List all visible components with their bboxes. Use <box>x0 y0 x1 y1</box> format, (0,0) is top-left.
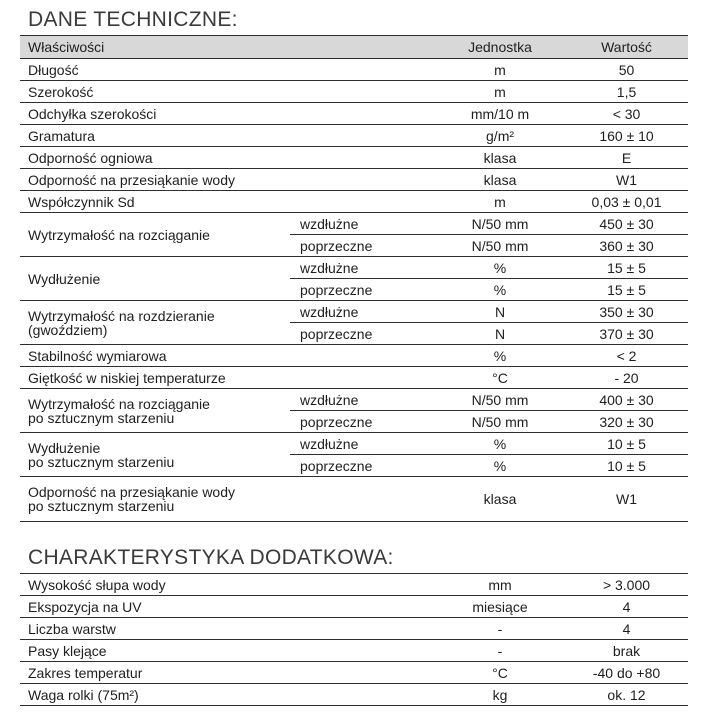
row-unit: N/50 mm <box>435 213 565 235</box>
row-value: 400 ± 30 <box>565 389 688 411</box>
table-row <box>20 147 688 169</box>
row-property-line: Wydłużenie <box>28 439 101 456</box>
row-property: Ekspozycja na UV <box>20 596 435 618</box>
row-unit: N/50 mm <box>435 411 565 433</box>
table-row <box>20 213 688 235</box>
row-property: Odporność ogniowa <box>20 147 435 169</box>
table-row <box>20 301 688 323</box>
table-row <box>20 640 688 662</box>
table-row <box>20 367 688 389</box>
row-value: 50 <box>565 59 688 81</box>
row-property-line: Odporność na przesiąkanie wody <box>28 484 236 500</box>
row-property-line: po sztucznym starzeniu <box>28 409 175 426</box>
row-value: > 3.000 <box>565 574 688 596</box>
table-row <box>20 477 688 522</box>
row-value: ok. 12 <box>565 684 688 706</box>
table-row <box>20 59 688 81</box>
row-value: 10 ± 5 <box>565 455 688 477</box>
row-value: 320 ± 30 <box>565 411 688 433</box>
row-unit: mm <box>435 574 565 596</box>
row-value: 160 ± 10 <box>565 125 688 147</box>
row-property <box>20 433 290 477</box>
row-unit: m <box>435 191 565 213</box>
row-unit: miesiące <box>435 596 565 618</box>
row-property: Stabilność wymiarowa <box>20 345 435 367</box>
row-unit: °C <box>435 367 565 389</box>
row-direction: wzdłużne <box>290 433 435 455</box>
row-value: < 2 <box>565 345 688 367</box>
row-unit: g/m² <box>435 125 565 147</box>
table-row <box>20 618 688 640</box>
row-unit: N <box>435 323 565 345</box>
row-unit: N/50 mm <box>435 389 565 411</box>
row-unit: - <box>435 618 565 640</box>
row-direction: poprzeczne <box>290 279 435 301</box>
row-unit: % <box>435 345 565 367</box>
row-unit: N <box>435 301 565 323</box>
row-value: 450 ± 30 <box>565 213 688 235</box>
row-value: E <box>565 147 688 169</box>
table-row <box>20 81 688 103</box>
row-property: Giętkość w niskiej temperaturze <box>20 367 435 389</box>
row-property: Odchyłka szerokości <box>20 103 435 125</box>
section-title-additional: CHARAKTERYSTYKA DODATKOWA: <box>28 546 394 569</box>
row-property: Wydłużenie <box>20 257 290 301</box>
additional-data-table <box>20 573 688 706</box>
technical-data-table <box>20 35 688 522</box>
row-property: Współczynnik Sd <box>20 191 435 213</box>
row-value: brak <box>565 640 688 662</box>
row-unit: % <box>435 257 565 279</box>
table-row <box>20 684 688 706</box>
row-direction: wzdłużne <box>290 257 435 279</box>
header-property: Właściwości <box>20 36 435 59</box>
table-row <box>20 574 688 596</box>
row-property: Liczba warstw <box>20 618 435 640</box>
row-unit: mm/10 m <box>435 103 565 125</box>
table-row <box>20 596 688 618</box>
table-row <box>20 257 688 279</box>
row-value: W1 <box>565 169 688 191</box>
table-row <box>20 103 688 125</box>
row-property <box>20 389 290 433</box>
row-unit: m <box>435 81 565 103</box>
row-value: 10 ± 5 <box>565 433 688 455</box>
table-row <box>20 169 688 191</box>
row-value: 15 ± 5 <box>565 279 688 301</box>
row-unit: klasa <box>435 147 565 169</box>
row-property-line: (gwoździem) <box>28 321 108 338</box>
row-property: Zakres temperatur <box>20 662 435 684</box>
row-unit: % <box>435 455 565 477</box>
header-unit: Jednostka <box>435 36 565 59</box>
row-unit: - <box>435 640 565 662</box>
row-property: Wysokość słupa wody <box>20 574 435 596</box>
row-direction: wzdłużne <box>290 301 435 323</box>
row-value: 15 ± 5 <box>565 257 688 279</box>
row-direction: wzdłużne <box>290 213 435 235</box>
row-direction: poprzeczne <box>290 235 435 257</box>
table-row <box>20 662 688 684</box>
table-row <box>20 125 688 147</box>
row-property: Gramatura <box>20 125 435 147</box>
row-property: Długość <box>20 59 435 81</box>
row-unit: klasa <box>435 169 565 191</box>
row-unit: kg <box>435 684 565 706</box>
table-header-row <box>20 36 688 59</box>
row-unit: % <box>435 279 565 301</box>
header-value: Wartość <box>565 36 688 59</box>
table-row <box>20 389 688 411</box>
row-unit: °C <box>435 662 565 684</box>
table-row <box>20 191 688 213</box>
row-value: 4 <box>565 596 688 618</box>
row-direction: poprzeczne <box>290 411 435 433</box>
table-row <box>20 345 688 367</box>
row-value: < 30 <box>565 103 688 125</box>
row-property-line: Wytrzymałość na rozciąganie <box>28 395 210 412</box>
row-direction: poprzeczne <box>290 323 435 345</box>
row-property: Szerokość <box>20 81 435 103</box>
row-direction: wzdłużne <box>290 389 435 411</box>
row-value: 1,5 <box>565 81 688 103</box>
row-property-line: Wytrzymałość na rozdzieranie <box>28 307 215 324</box>
row-property-line: po sztucznym starzeniu <box>28 453 175 470</box>
row-value: W1 <box>565 477 688 522</box>
row-unit: % <box>435 433 565 455</box>
row-value: -40 do +80 <box>565 662 688 684</box>
row-property: Pasy klejące <box>20 640 435 662</box>
row-value: 4 <box>565 618 688 640</box>
row-value: 350 ± 30 <box>565 301 688 323</box>
row-value: - 20 <box>565 367 688 389</box>
row-value: 370 ± 30 <box>565 323 688 345</box>
row-value: 360 ± 30 <box>565 235 688 257</box>
row-property: Odporność na przesiąkanie wody <box>20 169 435 191</box>
row-unit: N/50 mm <box>435 235 565 257</box>
section-title-technical: DANE TECHNICZNE: <box>28 8 238 31</box>
row-property <box>20 477 435 522</box>
row-property: Waga rolki (75m²) <box>20 684 435 706</box>
row-property-line: po sztucznym starzeniu <box>28 498 175 514</box>
table-row <box>20 433 688 455</box>
row-unit: klasa <box>435 477 565 522</box>
row-property <box>20 301 290 345</box>
row-value: 0,03 ± 0,01 <box>565 191 688 213</box>
row-unit: m <box>435 59 565 81</box>
row-property: Wytrzymałość na rozciąganie <box>20 213 290 257</box>
row-direction: poprzeczne <box>290 455 435 477</box>
